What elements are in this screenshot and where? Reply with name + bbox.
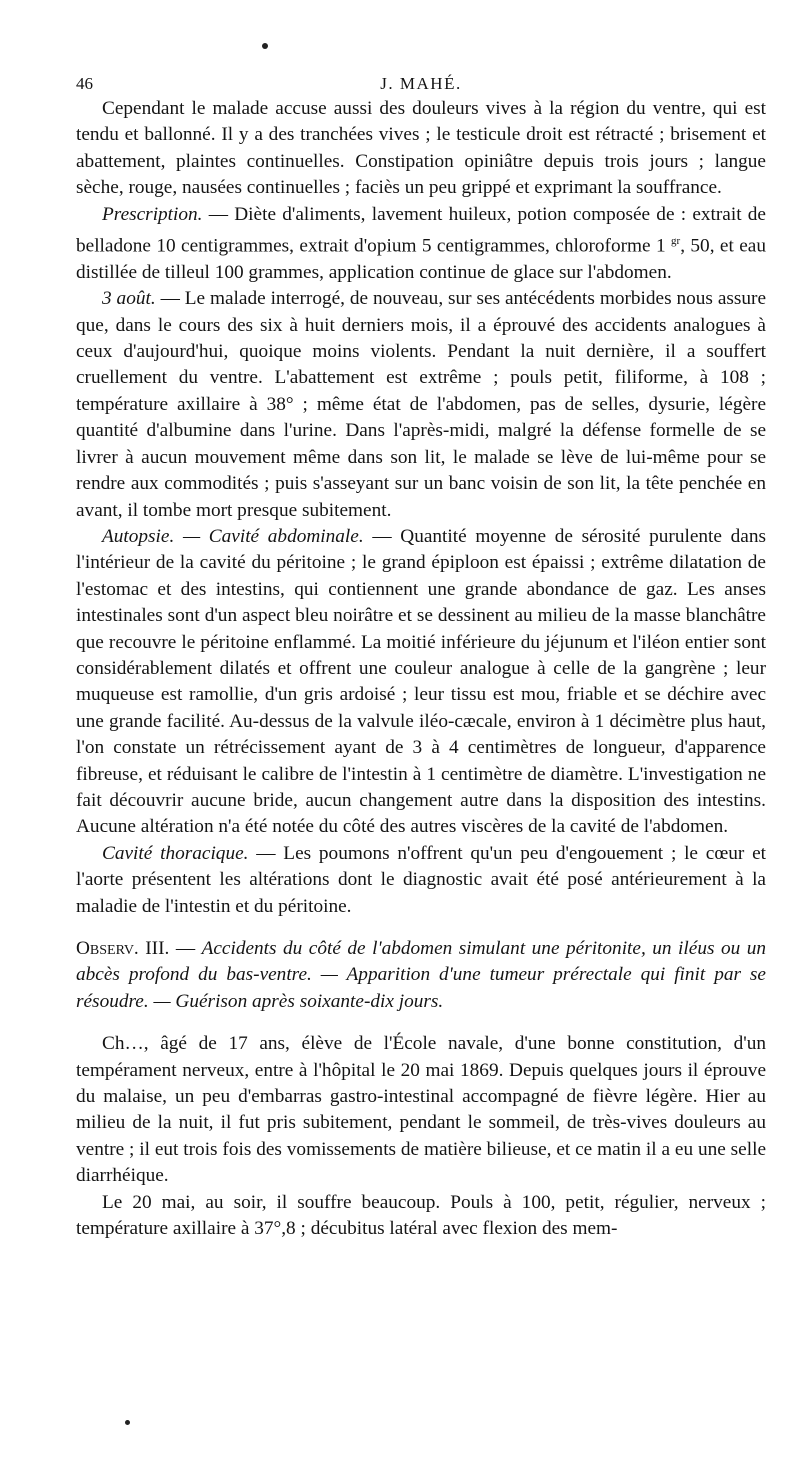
paragraph [76,524,766,841]
ink-spot [125,1420,130,1425]
text-run: gr [671,235,681,248]
paragraph [76,841,766,920]
running-head: J. MAHÉ. [380,74,462,93]
page-header [76,74,766,98]
paragraph [76,1031,766,1189]
text-run: — Diète d'aliments, lavement huileux, potion composée de : extrait de belladone 10 centigrammes, extrait d'opium 5 centigrammes, chloroforme 1 [76,203,766,257]
text-run: Observ. [76,938,139,960]
text-run: Autopsie. — Cavité abdominale. [102,525,364,547]
text-run: — Les poumons n'offrent qu'un peu d'engouement ; le cœur et l'aorte présentent les altérations dont le diagnostic avait été posé antérieurement à la maladie de l'intestin et du péritoine. [76,842,766,917]
paragraph [76,202,766,287]
text-run: Accidents du côté de l'abdomen simulant une péritonite, un iléus ou un abcès profond du bas-ventre. — Apparition d'une tumeur prérectale qui finit par se résoudre. — Guérison après soixante-dix jours. [76,938,767,1012]
text-run: , 50, et eau distillée de tilleul 100 grammes, application continue de glace sur l'abdomen. [76,235,766,283]
paragraph [76,1190,766,1243]
text-run: Prescription. [102,203,203,225]
text-run: Cavité thoracique. [102,842,249,864]
text-run: Ch…, âgé de 17 ans, élève de l'École navale, d'une bonne constitution, d'un tempérament nerveux, entre à l'hôpital le 20 mai 1869. Depuis quelques jours il éprouve du malaise, un peu d'embarras gastro-intestinal accompagné de fièvre légère. Hier au milieu de la nuit, il fut pris subitement, pendant le sommeil, de très-vives douleurs au ventre ; il eut trois fois des vomissements de matière bilieuse, et ce matin il a eu une selle diarrhéique. [76,1033,766,1187]
text-run: Le 20 mai, au soir, il souffre beaucoup. Pouls à 100, petit, régulier, nerveux ; température axillaire à 37°,8 ; décubitus latéral avec flexion des mem- [76,1191,766,1240]
text-run: 3 août. [102,288,156,310]
observation-heading [76,936,766,1015]
text-run: Cependant le malade accuse aussi des douleurs vives à la région du ventre, qui est tendu et ballonné. Il y a des tranchées vives ; le testicule droit est rétracté ; brisement et abattement, plaintes continuelles. Constipation opiniâtre depuis trois jours ; langue sèche, rouge, nausées continuelles ; faciès un peu grippé et exprimant la souffrance. [76,98,766,199]
text-run: — Le malade interrogé, de nouveau, sur ses antécédents morbides nous assure que, dans le cours des six à huit derniers mois, il a éprouvé des accidents analogues à ceux d'aujourd'hui, quoique moins violents. Pendant la nuit dernière, il a souffert cruellement du ventre. L'abattement est extrême ; pouls petit, filiforme, à 108 ; température axillaire à 38° ; même état de l'abdomen, pas de selles, dysurie, légère quantité d'albumine dans l'urine. Dans l'après-midi, malgré la défense formelle de se livrer à aucun mouvement même dans son lit, le malade se lève de lui-même pour se rendre aux commodités ; puis s'asseyant sur un banc voisin de son lit, la tête penchée en avant, il tombe mort presque subitement. [76,288,767,521]
paragraph [76,286,766,524]
page-number: 46 [76,74,93,93]
paragraph [76,96,766,202]
text-run: III. — [138,938,202,960]
body-text [76,96,766,1242]
ink-spot [262,43,268,49]
text-run: — Quantité moyenne de sérosité purulente dans l'intérieur de la cavité du péritoine ; le grand épiploon est épaissi ; extrême dilatation de l'estomac et des intestins, qui contiennent une grande abondance de gaz. Les anses intestinales sont d'un aspect bleu noirâtre et se dessinent au milieu de la masse blanchâtre que recouvre le péritoine enflammé. La moitié inférieure du jéjunum et l'iléon entier sont considérablement dilatés et offrent une couleur analogue à celle de la gangrène ; leur muqueuse est ramollie, d'un gris ardoisé ; leur tissu est mou, friable et se déchire avec une grande facilité. Au-dessus de la valvule iléo-cæcale, environ à 1 décimètre plus haut, l'on constate un rétrécissement ayant de 3 à 4 centimètres de longueur, d'apparence fibreuse, et réduisant le calibre de l'intestin à 1 centimètre de diamètre. L'investigation ne fait découvrir aucune bride, aucun changement autre dans la disposition des intestins. Aucune altération n'a été notée du côté des autres viscères de la cavité de l'abdomen. [76,525,766,838]
